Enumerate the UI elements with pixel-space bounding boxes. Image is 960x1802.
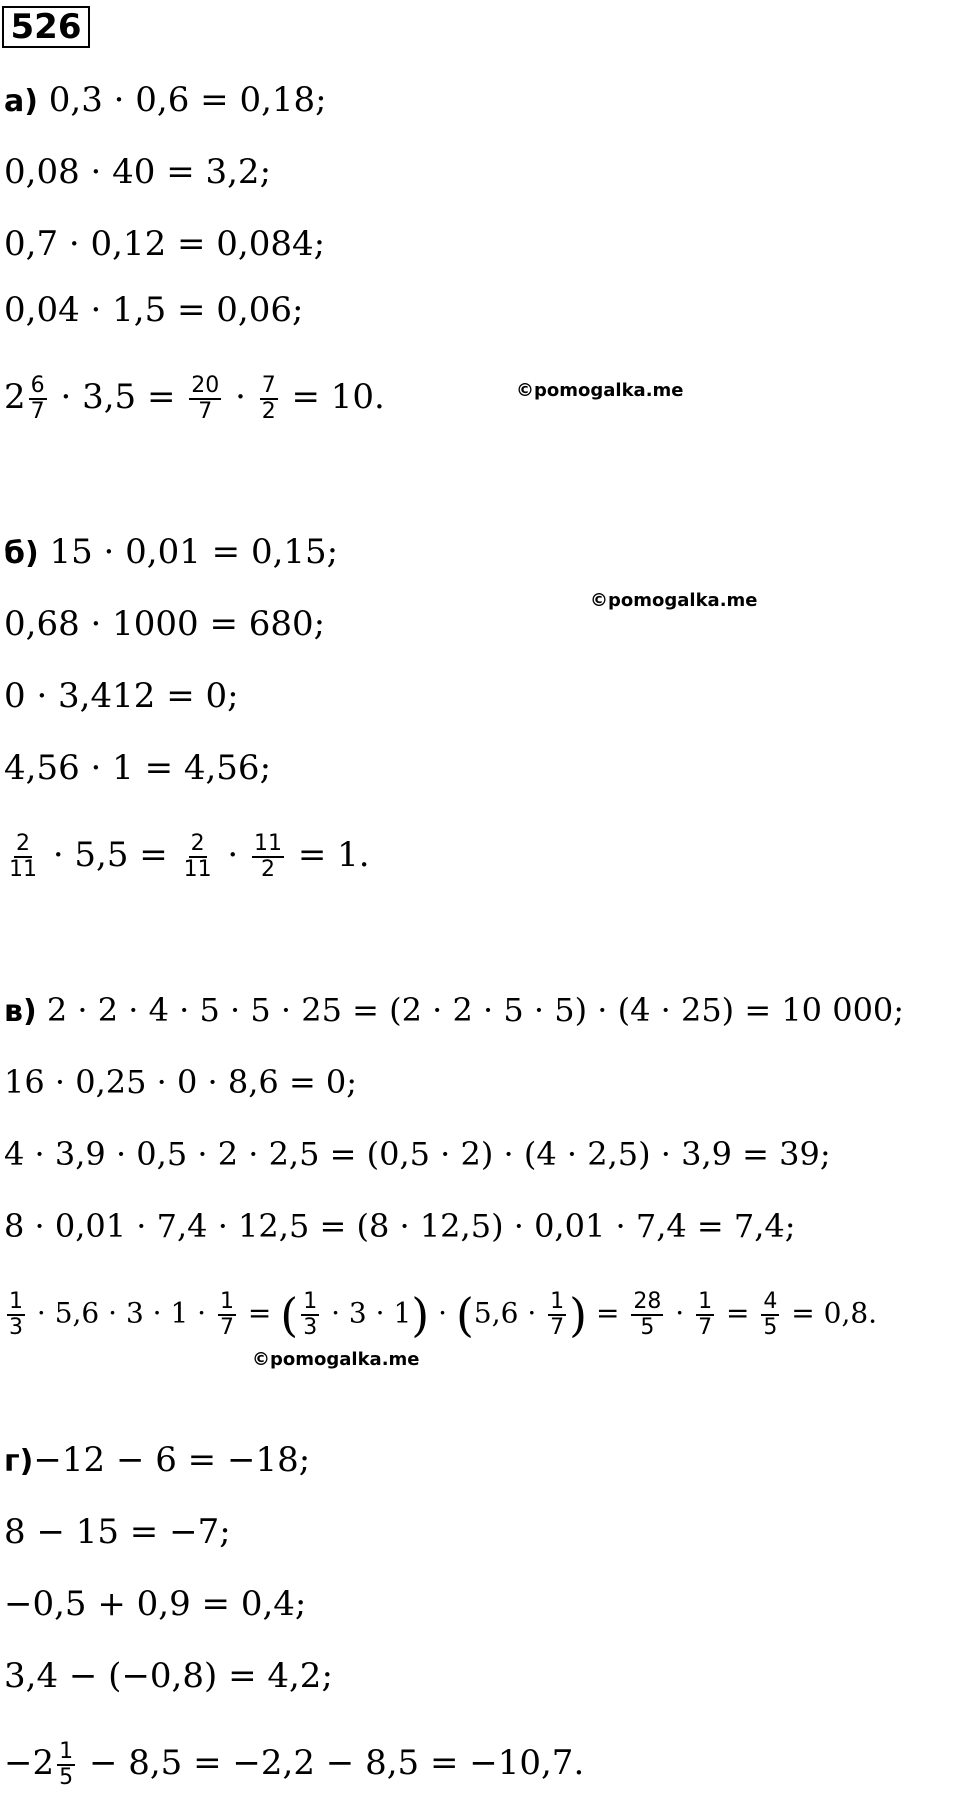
part-a-line-1 — [4, 80, 327, 122]
expr-text: · — [675, 1296, 685, 1330]
expr-text: = — [247, 1296, 272, 1330]
expr-text: = — [726, 1296, 750, 1330]
part-v-label: в) — [4, 994, 37, 1029]
expr-text: = 1. — [297, 835, 370, 875]
part-a-line-3: 0,7 · 0,12 = 0,084; — [4, 224, 326, 264]
part-b-label: б) — [4, 536, 39, 571]
left-paren: ( — [280, 1288, 299, 1342]
part-v-line-5 — [4, 1290, 877, 1340]
fraction: $\frac{2}{11}$ — [9, 831, 37, 882]
part-a-line-4: 0,04 · 1,5 = 0,06; — [4, 290, 304, 330]
expr-text: · 3,5 = — [60, 377, 176, 417]
part-b-line-1 — [4, 532, 338, 574]
expr-text: 5,6 · — [473, 1296, 537, 1330]
expr-text: · 5,6 · 3 · 1 · — [36, 1296, 207, 1330]
expr-text: · 5,5 = — [52, 835, 168, 875]
watermark: ©pomogalka.me — [590, 590, 758, 611]
part-a-line-5 — [4, 374, 385, 424]
problem-number: 526 — [2, 6, 90, 48]
expr-text: = — [596, 1296, 620, 1330]
part-g-line-5 — [4, 1740, 584, 1790]
fraction: $\frac{1}{3}$ — [303, 1289, 318, 1340]
fraction: $\frac{11}{2}$ — [254, 831, 283, 882]
part-g-label: г) — [4, 1444, 34, 1479]
part-v-line-1 — [4, 990, 904, 1032]
part-v-line-3: 4 · 3,9 · 0,5 · 2 · 2,5 = (0,5 · 2) · (4 · 2,5) · 3,9 = 39; — [4, 1135, 831, 1173]
part-g-expr-1: −12 − 6 = −18; — [33, 1440, 311, 1480]
part-g-line-1 — [4, 1440, 310, 1482]
fraction: $\frac{4}{5}$ — [763, 1289, 778, 1340]
right-paren: ) — [569, 1288, 588, 1342]
part-b-line-3: 0 · 3,412 = 0; — [4, 676, 239, 716]
fraction: $\frac{6}{7}$ — [30, 373, 45, 424]
part-a-label: а) — [4, 84, 38, 119]
expr-text: − 8,5 = −2,2 − 8,5 = −10,7. — [88, 1743, 585, 1783]
part-g-line-2: 8 − 15 = −7; — [4, 1512, 231, 1552]
part-b-line-4: 4,56 · 1 = 4,56; — [4, 748, 272, 788]
part-g-line-4: 3,4 − (−0,8) = 4,2; — [4, 1656, 333, 1696]
fraction: $\frac{2}{11}$ — [183, 831, 212, 882]
expr-text: −2 — [4, 1743, 55, 1783]
part-v-line-4: 8 · 0,01 · 7,4 · 12,5 = (8 · 12,5) · 0,01 · 7,4 = 7,4; — [4, 1207, 796, 1245]
right-paren: ) — [411, 1288, 430, 1342]
fraction: $\frac{7}{2}$ — [261, 373, 276, 424]
part-g-line-3: −0,5 + 0,9 = 0,4; — [4, 1584, 307, 1624]
expr-text: · — [227, 835, 239, 875]
part-v-line-2: 16 · 0,25 · 0 · 8,6 = 0; — [4, 1063, 358, 1101]
fraction: $\frac{1}{7}$ — [698, 1289, 713, 1340]
part-b-line-2: 0,68 · 1000 = 680; — [4, 604, 326, 644]
part-b-line-5 — [4, 832, 370, 882]
fraction: $\frac{1}{7}$ — [219, 1289, 234, 1340]
part-a-expr-1: 0,3 · 0,6 = 0,18; — [48, 80, 327, 120]
fraction: $\frac{28}{5}$ — [633, 1289, 662, 1340]
mixed-whole: 2 — [4, 377, 26, 417]
left-paren: ( — [455, 1288, 474, 1342]
watermark: ©pomogalka.me — [516, 380, 684, 401]
part-a-line-2: 0,08 · 40 = 3,2; — [4, 152, 272, 192]
fraction: $\frac{1}{7}$ — [550, 1289, 565, 1340]
fraction: $\frac{1}{5}$ — [59, 1739, 74, 1790]
expr-text: = 0,8. — [791, 1296, 878, 1330]
watermark: ©pomogalka.me — [252, 1349, 420, 1370]
expr-text: = 10. — [291, 377, 385, 417]
expr-text: · — [235, 377, 246, 417]
fraction: $\frac{1}{3}$ — [9, 1289, 23, 1340]
expr-text: · 3 · 1 — [331, 1296, 412, 1330]
part-v-expr-1: 2 · 2 · 4 · 5 · 5 · 25 = (2 · 2 · 5 · 5) · (4 · 25) = 10 000; — [46, 991, 905, 1029]
part-b-expr-1: 15 · 0,01 = 0,15; — [49, 532, 339, 572]
fraction: $\frac{20}{7}$ — [191, 373, 220, 424]
expr-text: · — [438, 1296, 448, 1330]
